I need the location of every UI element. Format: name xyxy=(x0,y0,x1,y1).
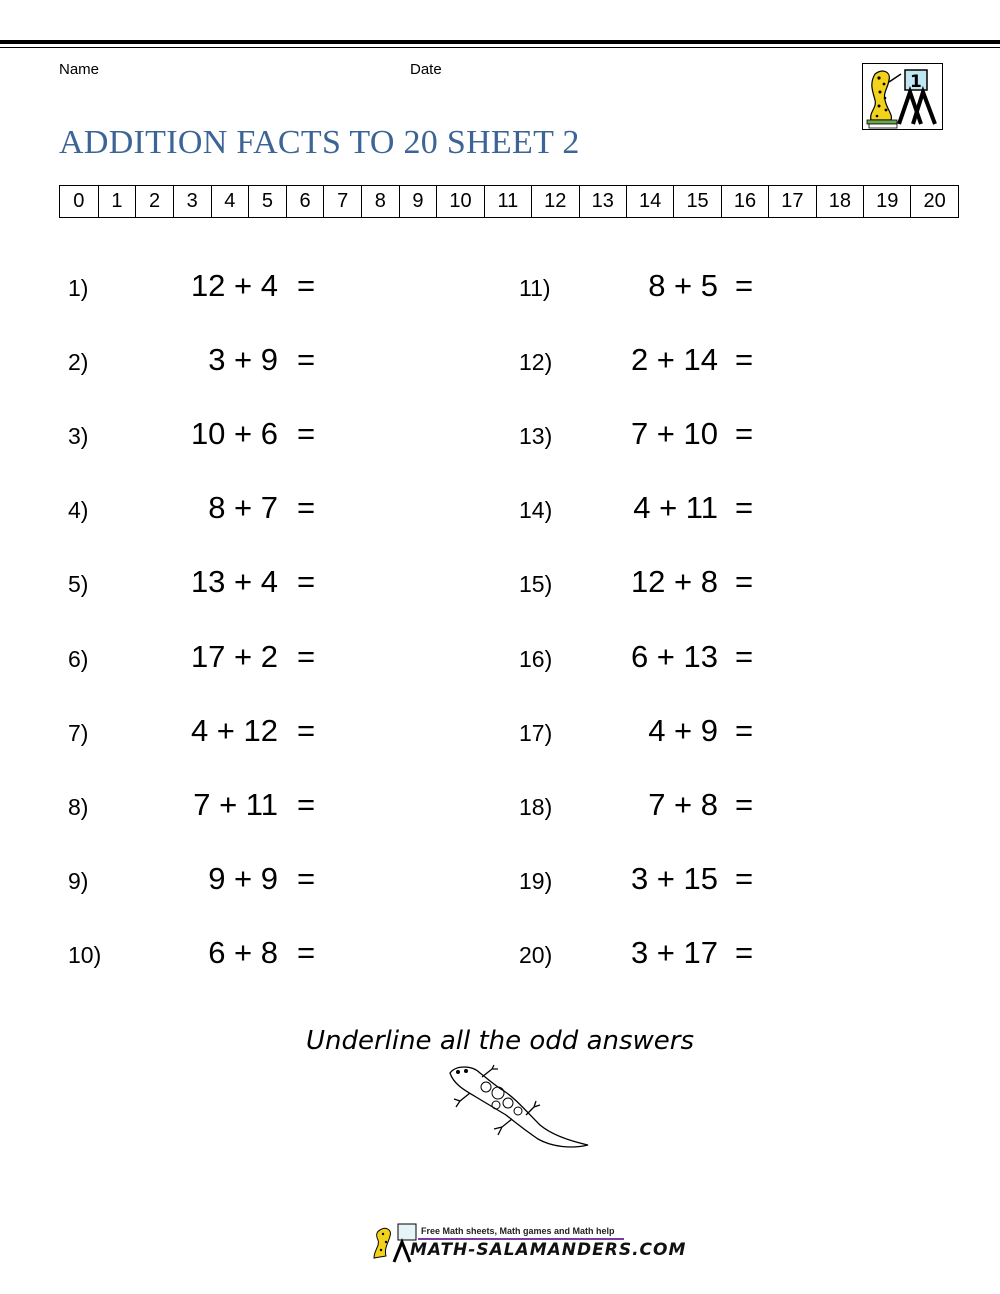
problem-row xyxy=(68,268,316,308)
problem-row xyxy=(519,416,754,456)
date-label: Date xyxy=(410,61,442,78)
problem-row xyxy=(519,712,754,753)
number-line-cell: 10 xyxy=(436,186,483,217)
problem-expression: 6 + 8 xyxy=(208,934,278,970)
number-line-cell: 20 xyxy=(910,186,957,217)
equals-sign: = xyxy=(735,342,754,378)
problem-expression: 7 + 10 xyxy=(630,416,718,452)
problem-expression: 7 + 8 xyxy=(648,786,718,822)
problem-row xyxy=(68,416,316,456)
logo-badge-text: 1 xyxy=(910,72,922,92)
problem-number: 4) xyxy=(68,497,89,524)
problem-expression: 4 + 11 xyxy=(633,490,718,526)
number-line-cell: 4 xyxy=(211,186,249,217)
problem-row xyxy=(519,342,754,382)
problem-row xyxy=(519,268,754,308)
problem-row xyxy=(68,860,316,901)
equals-sign: = xyxy=(735,416,754,452)
problem-row xyxy=(68,638,316,679)
equals-sign: = xyxy=(297,564,316,600)
equals-sign: = xyxy=(297,860,316,896)
problem-number: 1) xyxy=(68,275,89,301)
salamander-easel-logo-icon xyxy=(863,64,944,131)
problem-expression: 4 + 12 xyxy=(190,712,278,748)
problem-number: 20) xyxy=(519,941,553,968)
problem-expression: 8 + 7 xyxy=(208,490,278,526)
problem-expression: 13 + 4 xyxy=(190,564,278,600)
problem-number: 5) xyxy=(68,571,89,598)
problem-expression: 3 + 9 xyxy=(208,342,278,378)
top-rule-thin xyxy=(0,47,1000,48)
name-label: Name xyxy=(59,61,100,78)
page-title: ADDITION FACTS TO 20 SHEET 2 xyxy=(59,124,580,161)
problem-expression: 3 + 17 xyxy=(630,934,718,970)
problem-expression: 8 + 5 xyxy=(648,268,718,303)
problem-row xyxy=(68,934,316,975)
problem-expression: 3 + 15 xyxy=(630,860,718,896)
problem-row xyxy=(68,342,316,382)
problem-row xyxy=(68,564,316,604)
header-logo xyxy=(862,63,943,130)
problem-row xyxy=(519,638,754,679)
equals-sign: = xyxy=(297,416,316,452)
problem-number: 6) xyxy=(68,645,89,672)
equals-sign: = xyxy=(297,342,316,378)
problem-expression: 17 + 2 xyxy=(190,638,278,674)
problem-expression: 7 + 11 xyxy=(193,786,278,822)
problem-expression: 12 + 4 xyxy=(190,268,278,303)
equals-sign: = xyxy=(297,638,316,674)
top-rule-thick xyxy=(0,40,1000,44)
number-line-cell: 3 xyxy=(173,186,211,217)
number-line-cell: 2 xyxy=(135,186,173,217)
problem-number: 7) xyxy=(68,719,89,746)
problem-number: 12) xyxy=(519,349,553,376)
problem-expression: 9 + 9 xyxy=(208,860,278,896)
problem-number: 19) xyxy=(519,867,553,894)
problem-number: 8) xyxy=(68,793,89,820)
problem-row xyxy=(519,564,754,604)
problem-expression: 6 + 13 xyxy=(630,638,718,674)
problem-number: 13) xyxy=(519,423,553,450)
equals-sign: = xyxy=(735,564,754,600)
number-line-cell: 11 xyxy=(484,186,531,217)
problem-row xyxy=(68,786,316,827)
problem-row xyxy=(519,934,754,975)
number-line-cell: 9 xyxy=(399,186,437,217)
problem-row xyxy=(68,490,316,530)
number-line-cell: 13 xyxy=(579,186,626,217)
problem-row xyxy=(519,860,754,901)
number-line-cell: 5 xyxy=(248,186,286,217)
equals-sign: = xyxy=(297,712,316,748)
instruction-text: Underline all the odd answers xyxy=(305,1026,695,1056)
problem-number: 16) xyxy=(519,645,553,672)
number-line xyxy=(59,185,959,218)
salamander-outline-icon xyxy=(442,1063,592,1151)
problem-row xyxy=(519,490,754,530)
number-line-cell: 6 xyxy=(286,186,324,217)
problem-expression: 12 + 8 xyxy=(630,564,718,600)
equals-sign: = xyxy=(735,268,754,303)
problem-number: 18) xyxy=(519,793,553,820)
number-line-cell: 15 xyxy=(673,186,720,217)
equals-sign: = xyxy=(297,268,316,303)
problem-row xyxy=(68,712,316,753)
number-line-cell: 17 xyxy=(768,186,815,217)
equals-sign: = xyxy=(735,860,754,896)
problem-number: 2) xyxy=(68,349,89,376)
problem-expression: 4 + 9 xyxy=(648,712,718,748)
footer-tagline: Free Math sheets, Math games and Math help xyxy=(421,1226,615,1236)
equals-sign: = xyxy=(735,934,754,970)
number-line-cell: 14 xyxy=(626,186,673,217)
equals-sign: = xyxy=(735,638,754,674)
number-line-cell: 7 xyxy=(323,186,361,217)
problem-number: 3) xyxy=(68,423,89,450)
problem-expression: 10 + 6 xyxy=(190,416,278,452)
equals-sign: = xyxy=(735,786,754,822)
number-line-cell: 12 xyxy=(531,186,578,217)
number-line-cell: 18 xyxy=(816,186,863,217)
problem-number: 10) xyxy=(68,941,102,968)
problem-number: 17) xyxy=(519,719,553,746)
equals-sign: = xyxy=(735,712,754,748)
equals-sign: = xyxy=(297,490,316,526)
problem-number: 14) xyxy=(519,497,553,524)
number-line-cell: 8 xyxy=(361,186,399,217)
problem-row xyxy=(519,786,754,827)
problem-number: 9) xyxy=(68,867,89,894)
number-line-cell: 19 xyxy=(863,186,910,217)
equals-sign: = xyxy=(297,786,316,822)
problem-expression: 2 + 14 xyxy=(630,342,718,378)
equals-sign: = xyxy=(297,934,316,970)
number-line-cell: 1 xyxy=(98,186,136,217)
equals-sign: = xyxy=(735,490,754,526)
problem-number: 11) xyxy=(519,275,551,301)
problem-number: 15) xyxy=(519,571,553,598)
number-line-cell: 16 xyxy=(721,186,768,217)
number-line-cell: 0 xyxy=(73,190,85,212)
footer-site-name: MATH-SALAMANDERS.COM xyxy=(410,1240,687,1260)
